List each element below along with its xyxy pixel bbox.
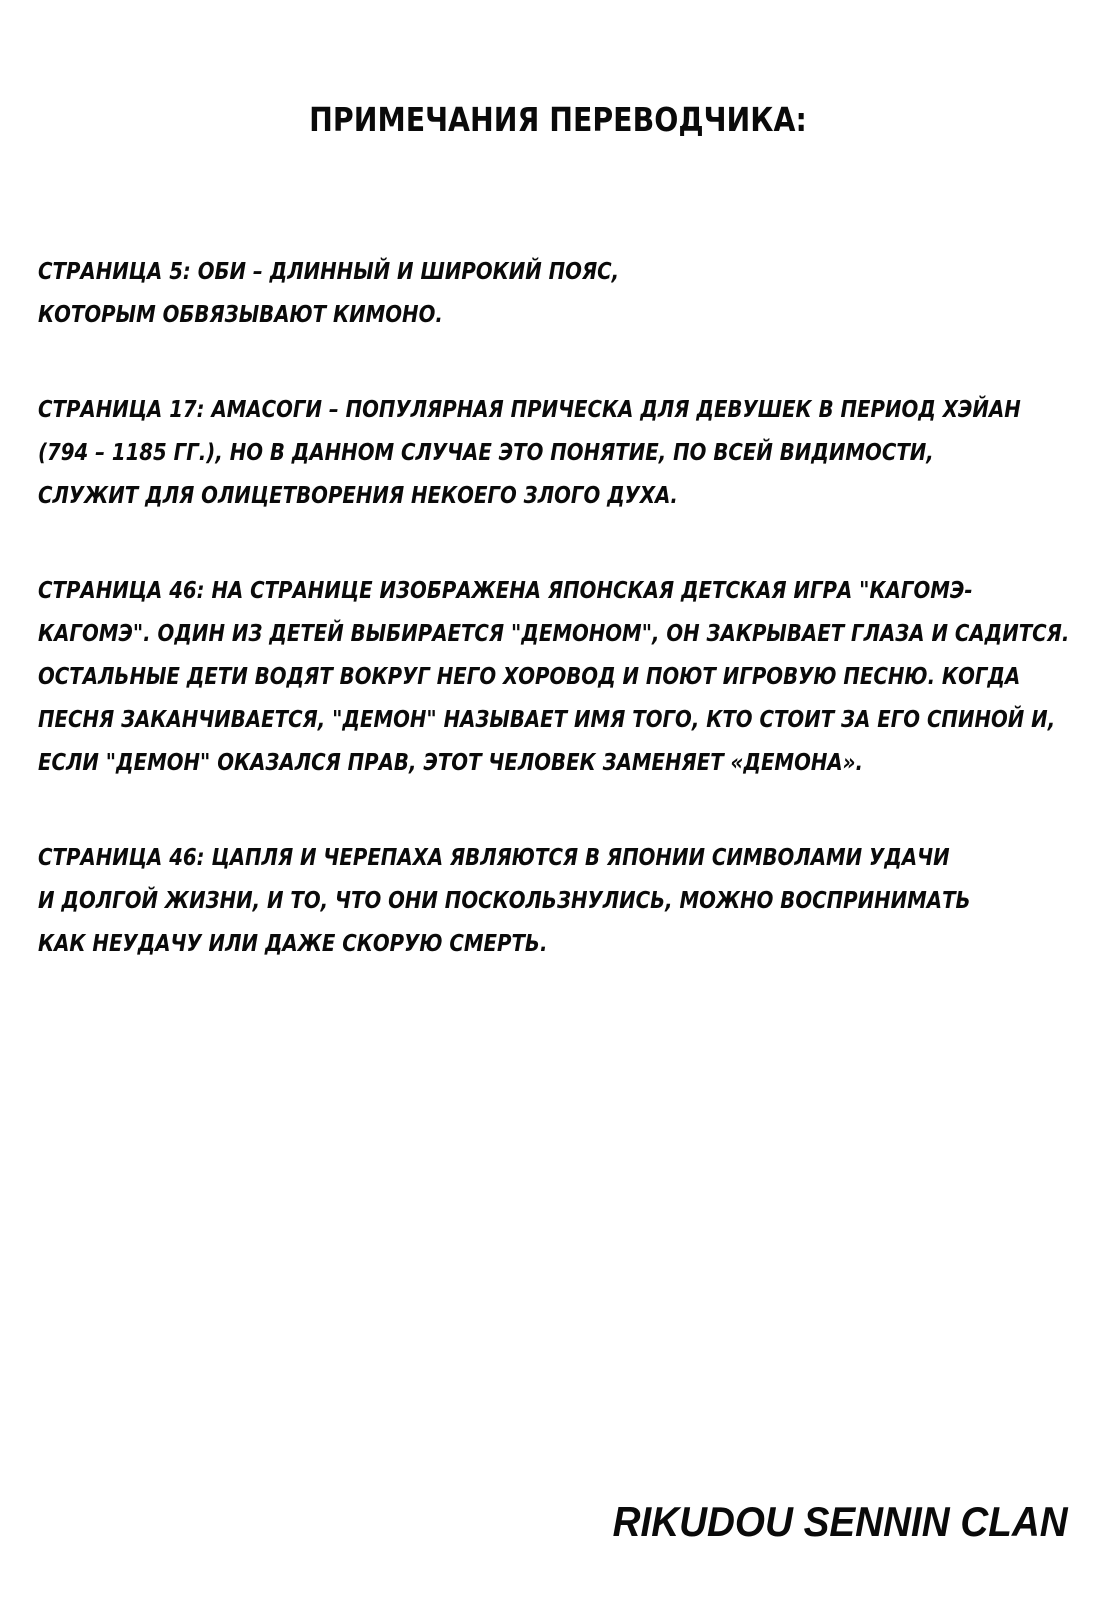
note-page-46-game xyxy=(38,569,1078,784)
note-line: ПЕСНЯ ЗАКАНЧИВАЕТСЯ, "ДЕМОН" НАЗЫВАЕТ ИМЯ ТОГО, КТО СТОИТ ЗА ЕГО СПИНОЙ И, xyxy=(38,705,1056,733)
note-line: СТРАНИЦА 5: ОБИ – ДЛИННЫЙ И ШИРОКИЙ ПОЯС, xyxy=(38,257,620,285)
page-title: ПРИМЕЧАНИЯ ПЕРЕВОДЧИКА: xyxy=(309,100,807,139)
note-line: (794 – 1185 ГГ.), НО В ДАННОМ СЛУЧАЕ ЭТО ПОНЯТИЕ, ПО ВСЕЙ ВИДИМОСТИ, xyxy=(38,438,934,466)
note-page-46-symbols xyxy=(38,836,1078,965)
note-page-17 xyxy=(38,388,1078,517)
note-line: СТРАНИЦА 17: АМАСОГИ – ПОПУЛЯРНАЯ ПРИЧЕСКА ДЛЯ ДЕВУШЕК В ПЕРИОД ХЭЙАН xyxy=(38,395,1021,423)
note-line: ЕСЛИ "ДЕМОН" ОКАЗАЛСЯ ПРАВ, ЭТОТ ЧЕЛОВЕК ЗАМЕНЯЕТ «ДЕМОНА». xyxy=(38,748,863,776)
notes-list xyxy=(38,250,1078,1017)
note-line: И ДОЛГОЙ ЖИЗНИ, И ТО, ЧТО ОНИ ПОСКОЛЬЗНУЛИСЬ, МОЖНО ВОСПРИНИМАТЬ xyxy=(38,886,971,914)
note-line: КАК НЕУДАЧУ ИЛИ ДАЖЕ СКОРУЮ СМЕРТЬ. xyxy=(38,929,548,957)
note-line: СТРАНИЦА 46: НА СТРАНИЦЕ ИЗОБРАЖЕНА ЯПОНСКАЯ ДЕТСКАЯ ИГРА "КАГОМЭ- xyxy=(38,576,973,604)
note-line: КАГОМЭ". ОДИН ИЗ ДЕТЕЙ ВЫБИРАЕТСЯ "ДЕМОНОМ", ОН ЗАКРЫВАЕТ ГЛАЗА И САДИТСЯ. xyxy=(38,619,1070,647)
note-line: КОТОРЫМ ОБВЯЗЫВАЮТ КИМОНО. xyxy=(38,300,443,328)
note-line: СЛУЖИТ ДЛЯ ОЛИЦЕТВОРЕНИЯ НЕКОЕГО ЗЛОГО ДУХА. xyxy=(38,481,678,509)
note-page-5 xyxy=(38,250,1078,336)
note-line: СТРАНИЦА 46: ЦАПЛЯ И ЧЕРЕПАХА ЯВЛЯЮТСЯ В ЯПОНИИ СИМВОЛАМИ УДАЧИ xyxy=(38,843,950,871)
scanlation-credit: RIKUDOU SENNIN CLAN xyxy=(612,1498,1068,1545)
note-line: ОСТАЛЬНЫЕ ДЕТИ ВОДЯТ ВОКРУГ НЕГО ХОРОВОД И ПОЮТ ИГРОВУЮ ПЕСНЮ. КОГДА xyxy=(38,662,1021,690)
